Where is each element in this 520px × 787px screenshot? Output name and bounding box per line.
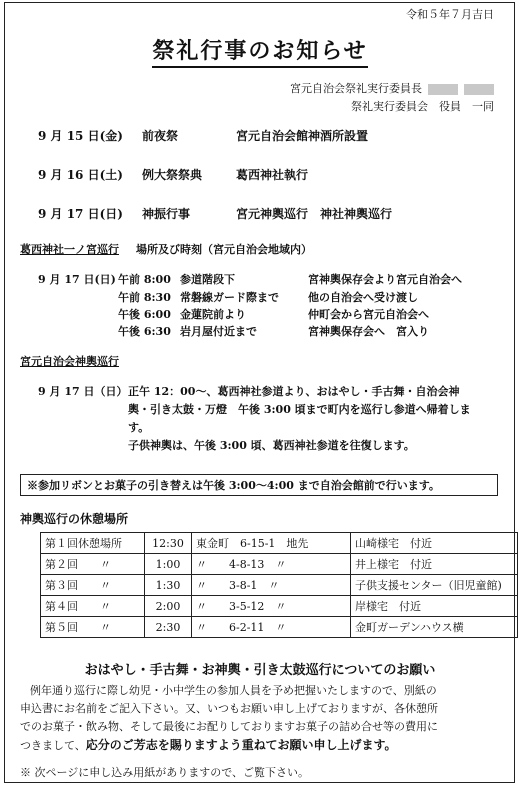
route-text: 子供神輿は、午後 3:00 頃、葛西神社参道を往復します。	[128, 439, 415, 452]
route-action: 他の自治会へ受け渡し	[308, 291, 418, 304]
route-time: 午前 8:30	[118, 291, 171, 304]
table-cell: 1:30	[145, 575, 192, 596]
event-detail: 宮元神輿巡行 神社神輿巡行	[236, 207, 393, 221]
event-detail: 葛西神社執行	[236, 168, 309, 182]
section-heading: 宮元自治会神輿巡行	[20, 355, 119, 368]
redacted-name	[464, 84, 494, 95]
table-cell: 1:00	[145, 554, 192, 575]
footer-note: ※ 次ページに申し込み用紙がありますので、ご覧下さい。	[20, 766, 310, 779]
route-time: 午前 8:00	[118, 273, 171, 286]
request-text: つきまして、応分のご芳志を賜りますよう重ねてお願い申し上げます。	[20, 738, 397, 752]
route-time: 午後 6:00	[118, 308, 171, 321]
event-date: 9 月 17 日(日)	[38, 207, 123, 221]
route-action: 仲町会から宮元自治会へ	[308, 308, 429, 321]
notice-text: ※参加リボンとお菓子の引き替えは午後 3:00～4:00 まで自治会館前で行います。	[27, 479, 440, 492]
route-place: 参道階段下	[180, 273, 235, 286]
table-cell: 2:00	[145, 596, 192, 617]
section-heading: 葛西神社一ノ宮巡行	[20, 243, 119, 256]
route-place: 金蓮院前より	[180, 308, 246, 321]
issue-date: 令和５年７月吉日	[406, 8, 494, 21]
table-row	[41, 617, 518, 638]
table-cell: 第５回 〃	[41, 617, 145, 638]
redacted-name	[428, 84, 458, 95]
table-cell: 第３回 〃	[41, 575, 145, 596]
route-text: 正午 12：00～、葛西神社参道より、おはやし・手古舞・自治会神	[128, 385, 460, 398]
event-name: 神振行事	[142, 207, 191, 221]
route-text: 輿・引き太鼓・万燈 午後 3:00 頃まで町内を巡行し参道へ帰着しま	[128, 403, 471, 416]
table-cell: 金町ガーデンハウス横	[351, 617, 518, 638]
event-name: 前夜祭	[142, 129, 179, 143]
request-text: でのお菓子・飲み物、そして最後にお配りしておりますお菓子の詰め合せ等の費用に	[20, 720, 438, 733]
request-heading: おはやし・手古舞・お神輿・引き太鼓巡行についてのお願い	[84, 663, 436, 678]
event-name: 例大祭祭典	[142, 168, 203, 182]
table-cell: 〃 3-8-1 〃	[192, 575, 351, 596]
route-date: 9 月 17 日（日）	[38, 385, 128, 398]
event-date: 9 月 15 日(金)	[38, 129, 123, 143]
event-date: 9 月 16 日(土)	[38, 168, 123, 182]
route-date: 9 月 17 日(日)	[38, 273, 116, 286]
table-cell: 第４回 〃	[41, 596, 145, 617]
route-time: 午後 6:30	[118, 325, 171, 338]
table-cell: 第２回 〃	[41, 554, 145, 575]
table-cell: 井上様宅 付近	[351, 554, 518, 575]
event-detail: 宮元自治会館神酒所設置	[236, 129, 369, 143]
route-action: 宮神輿保存会より宮元自治会へ	[308, 273, 462, 286]
route-place: 岩月屋付近まで	[180, 325, 257, 338]
request-text: 申込書にお名前をご記入下さい。又、いつもお願い申し上げておりますが、各休憩所	[20, 702, 438, 715]
table-cell: 子供支援センター（旧児童館)	[351, 575, 518, 596]
table-row	[41, 554, 518, 575]
table-row	[41, 575, 518, 596]
table-cell: 東金町 6-15-1 地先	[192, 533, 351, 554]
table-cell: 第１回休憩場所	[41, 533, 145, 554]
table-cell: 岸様宅 付近	[351, 596, 518, 617]
table-row	[41, 533, 518, 554]
table-row	[41, 596, 518, 617]
page-title: 祭礼行事のお知らせ	[0, 40, 520, 62]
table-cell: 〃 3-5-12 〃	[192, 596, 351, 617]
request-text: 例年通り巡行に際し幼児・小中学生の参加人員を予め把握いたしますので、別紙の	[30, 684, 437, 697]
table-cell: 2:30	[145, 617, 192, 638]
issuer-line-1: 宮元自治会祭礼実行委員長	[290, 83, 494, 95]
table-cell: 〃 6-2-11 〃	[192, 617, 351, 638]
table-cell: 12:30	[145, 533, 192, 554]
table-cell: 〃 4-8-13 〃	[192, 554, 351, 575]
issuer-line-2: 祭礼実行委員会 役員 一同	[351, 100, 494, 113]
route-text: す。	[128, 421, 150, 434]
section-heading: 神輿巡行の休憩場所	[20, 512, 129, 526]
notice-box	[20, 474, 498, 496]
route-place: 常磐線ガード際まで	[180, 291, 279, 304]
rest-stop-table	[40, 532, 518, 638]
section-note: 場所及び時刻（宮元自治会地域内）	[136, 243, 312, 256]
table-cell: 山崎様宅 付近	[351, 533, 518, 554]
route-action: 宮神輿保存会へ 宮入り	[308, 325, 429, 338]
